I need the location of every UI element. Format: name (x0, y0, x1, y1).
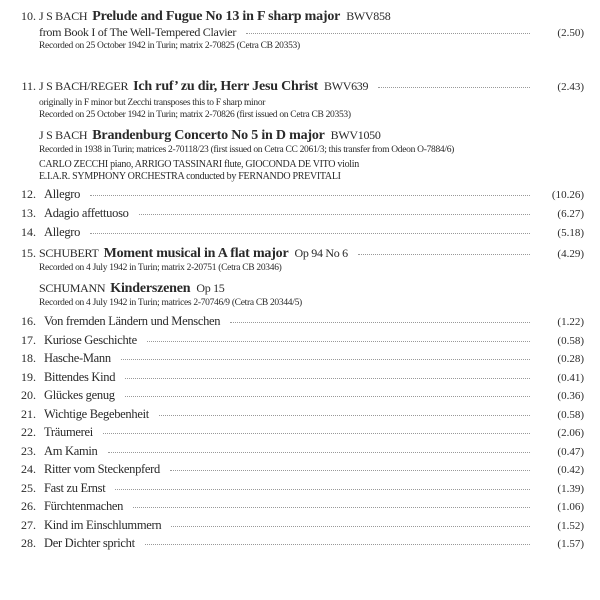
duration: (0.42) (557, 464, 584, 476)
work-title: Moment musical in A flat major (103, 246, 289, 261)
duration: (1.22) (557, 316, 584, 328)
movement-title: Kind im Einschlummern (44, 517, 162, 532)
movement-title: Von fremden Ländern und Menschen (44, 314, 221, 328)
dot-leader (103, 432, 530, 434)
composer: SCHUMANN (39, 281, 106, 295)
movement-title: Wichtige Begebenheit (44, 406, 149, 421)
movement-title: Adagio affettuoso (44, 206, 129, 220)
track-number: 23. (21, 443, 36, 458)
movement-title: Hasche-Mann (44, 351, 111, 365)
catalog: BWV1050 (330, 128, 381, 142)
note: originally in F minor but Zecchi transposes this to F sharp minor (39, 98, 266, 108)
movement-row (10, 185, 584, 204)
duration: (2.50) (557, 27, 584, 39)
duration: (2.06) (557, 427, 584, 439)
catalog: Op 15 (196, 281, 225, 295)
recording-note: Recorded in 1938 in Turin; matrices 2-70118/23 (first issued on Cetra CC 2061/3; this transfer from Odeon O-7884/6) (39, 145, 455, 155)
movement-row (10, 442, 584, 461)
track-number: 26. (21, 499, 36, 513)
track-number: 17. (21, 332, 36, 347)
composer: J S BACH (39, 9, 88, 23)
track-number: 12. (21, 187, 36, 201)
movement-row (10, 349, 584, 368)
movement-row (10, 386, 584, 405)
duration: (0.28) (557, 353, 584, 365)
movement-row (10, 516, 584, 535)
track-number: 10. (21, 9, 36, 23)
track-listing (10, 8, 584, 553)
catalog: BWV639 (324, 79, 369, 93)
track-number: 13. (21, 206, 36, 220)
duration: (0.36) (557, 390, 584, 402)
composer: J S BACH (39, 128, 88, 142)
dot-leader (378, 86, 530, 88)
recording-note: Recorded on 4 July 1942 in Turin; matrix 2-20751 (Cetra CB 20346) (39, 263, 282, 273)
movement-row (10, 423, 584, 442)
track-15 (10, 245, 584, 274)
movement-row (10, 497, 584, 516)
dot-leader (246, 32, 530, 34)
movement-title: Der Dichter spricht (44, 536, 135, 550)
duration: (4.29) (557, 248, 584, 260)
movement-row (10, 223, 584, 242)
track-number: 15. (21, 246, 36, 260)
recording-note: Recorded on 25 October 1942 in Turin; matrix 2-70825 (Cetra CB 20353) (39, 41, 300, 51)
dot-leader (358, 253, 530, 255)
catalog: Op 94 No 6 (294, 246, 348, 260)
track-number: 24. (21, 462, 36, 476)
composer: J S BACH/REGER (39, 79, 129, 93)
track-11 (10, 78, 584, 121)
movement-row (10, 368, 584, 387)
work-title: Ich ruf’ zu dir, Herr Jesu Christ (133, 79, 319, 94)
movement-title: Glückes genug (44, 388, 115, 402)
movement-title: Allegro (44, 225, 81, 239)
dot-leader (139, 213, 530, 215)
track-10 (10, 8, 584, 52)
dot-leader (108, 451, 531, 453)
duration: (2.43) (557, 81, 584, 93)
track-number: 28. (21, 536, 36, 550)
dot-leader (171, 525, 530, 527)
track-number: 21. (21, 406, 36, 421)
duration: (1.52) (557, 519, 584, 532)
movement-row (10, 331, 584, 350)
work-subtitle: from Book I of The Well-Tempered Clavier (39, 25, 237, 39)
movement-title: Fast zu Ernst (44, 480, 106, 495)
movement-title: Fürchtenmachen (44, 499, 124, 513)
dot-leader (90, 194, 530, 196)
track-number: 19. (21, 369, 36, 384)
duration: (5.18) (557, 227, 584, 239)
movement-row (10, 312, 584, 331)
movement-title: Allegro (44, 187, 81, 201)
track-number: 14. (21, 225, 36, 239)
catalog: BWV858 (346, 9, 391, 23)
movement-row (10, 534, 584, 553)
recording-note: Recorded on 25 October 1942 in Turin; matrix 2-70826 (first issued on Cetra CB 20353) (39, 110, 351, 120)
work-brandenburg (10, 127, 584, 183)
duration: (0.41) (557, 371, 584, 384)
movement-title: Bittendes Kind (44, 369, 116, 384)
dot-leader (125, 395, 530, 397)
track-number: 25. (21, 480, 36, 495)
duration: (1.06) (557, 501, 584, 513)
duration: (6.27) (557, 208, 584, 220)
dot-leader (170, 469, 530, 471)
dot-leader (115, 488, 530, 490)
work-title: Brandenburg Concerto No 5 in D major (92, 128, 325, 143)
dot-leader (121, 358, 530, 360)
dot-leader (145, 543, 530, 545)
composer: SCHUBERT (39, 246, 99, 260)
duration: (0.47) (557, 445, 584, 458)
movement-row (10, 204, 584, 223)
duration: (0.58) (557, 408, 584, 421)
dot-leader (159, 414, 530, 416)
dot-leader (147, 340, 530, 342)
kinderszenen-movements (10, 312, 584, 553)
movement-title: Kuriose Geschichte (44, 332, 137, 347)
track-number: 20. (21, 388, 36, 402)
movement-row (10, 405, 584, 424)
dot-leader (125, 377, 530, 379)
dot-leader (90, 232, 530, 234)
orchestra: E.I.A.R. SYMPHONY ORCHESTRA conducted by FERNANDO PREVITALI (39, 171, 341, 182)
work-kinderszenen (10, 280, 584, 309)
work-title: Kinderszenen (110, 281, 191, 296)
movement-row (10, 460, 584, 479)
track-number: 18. (21, 351, 36, 365)
work-title: Prelude and Fugue No 13 in F sharp major (92, 9, 341, 24)
movement-title: Ritter vom Steckenpferd (44, 462, 160, 476)
duration: (1.57) (557, 538, 584, 550)
duration: (0.58) (557, 334, 584, 347)
track-number: 22. (21, 425, 36, 439)
recording-note: Recorded on 4 July 1942 in Turin; matrices 2-70746/9 (Cetra CB 20344/5) (39, 298, 302, 308)
movement-row (10, 479, 584, 498)
performers: CARLO ZECCHI piano, ARRIGO TASSINARI flute, GIOCONDA DE VITO violin (39, 159, 359, 170)
track-number: 16. (21, 314, 36, 328)
duration: (10.26) (551, 189, 584, 201)
movement-title: Am Kamin (44, 443, 98, 458)
duration: (1.39) (557, 482, 584, 495)
brandenburg-movements (10, 185, 584, 242)
track-number: 11. (21, 79, 36, 93)
movement-title: Träumerei (44, 425, 93, 439)
dot-leader (133, 506, 530, 508)
dot-leader (230, 321, 530, 323)
track-number: 27. (21, 517, 36, 532)
